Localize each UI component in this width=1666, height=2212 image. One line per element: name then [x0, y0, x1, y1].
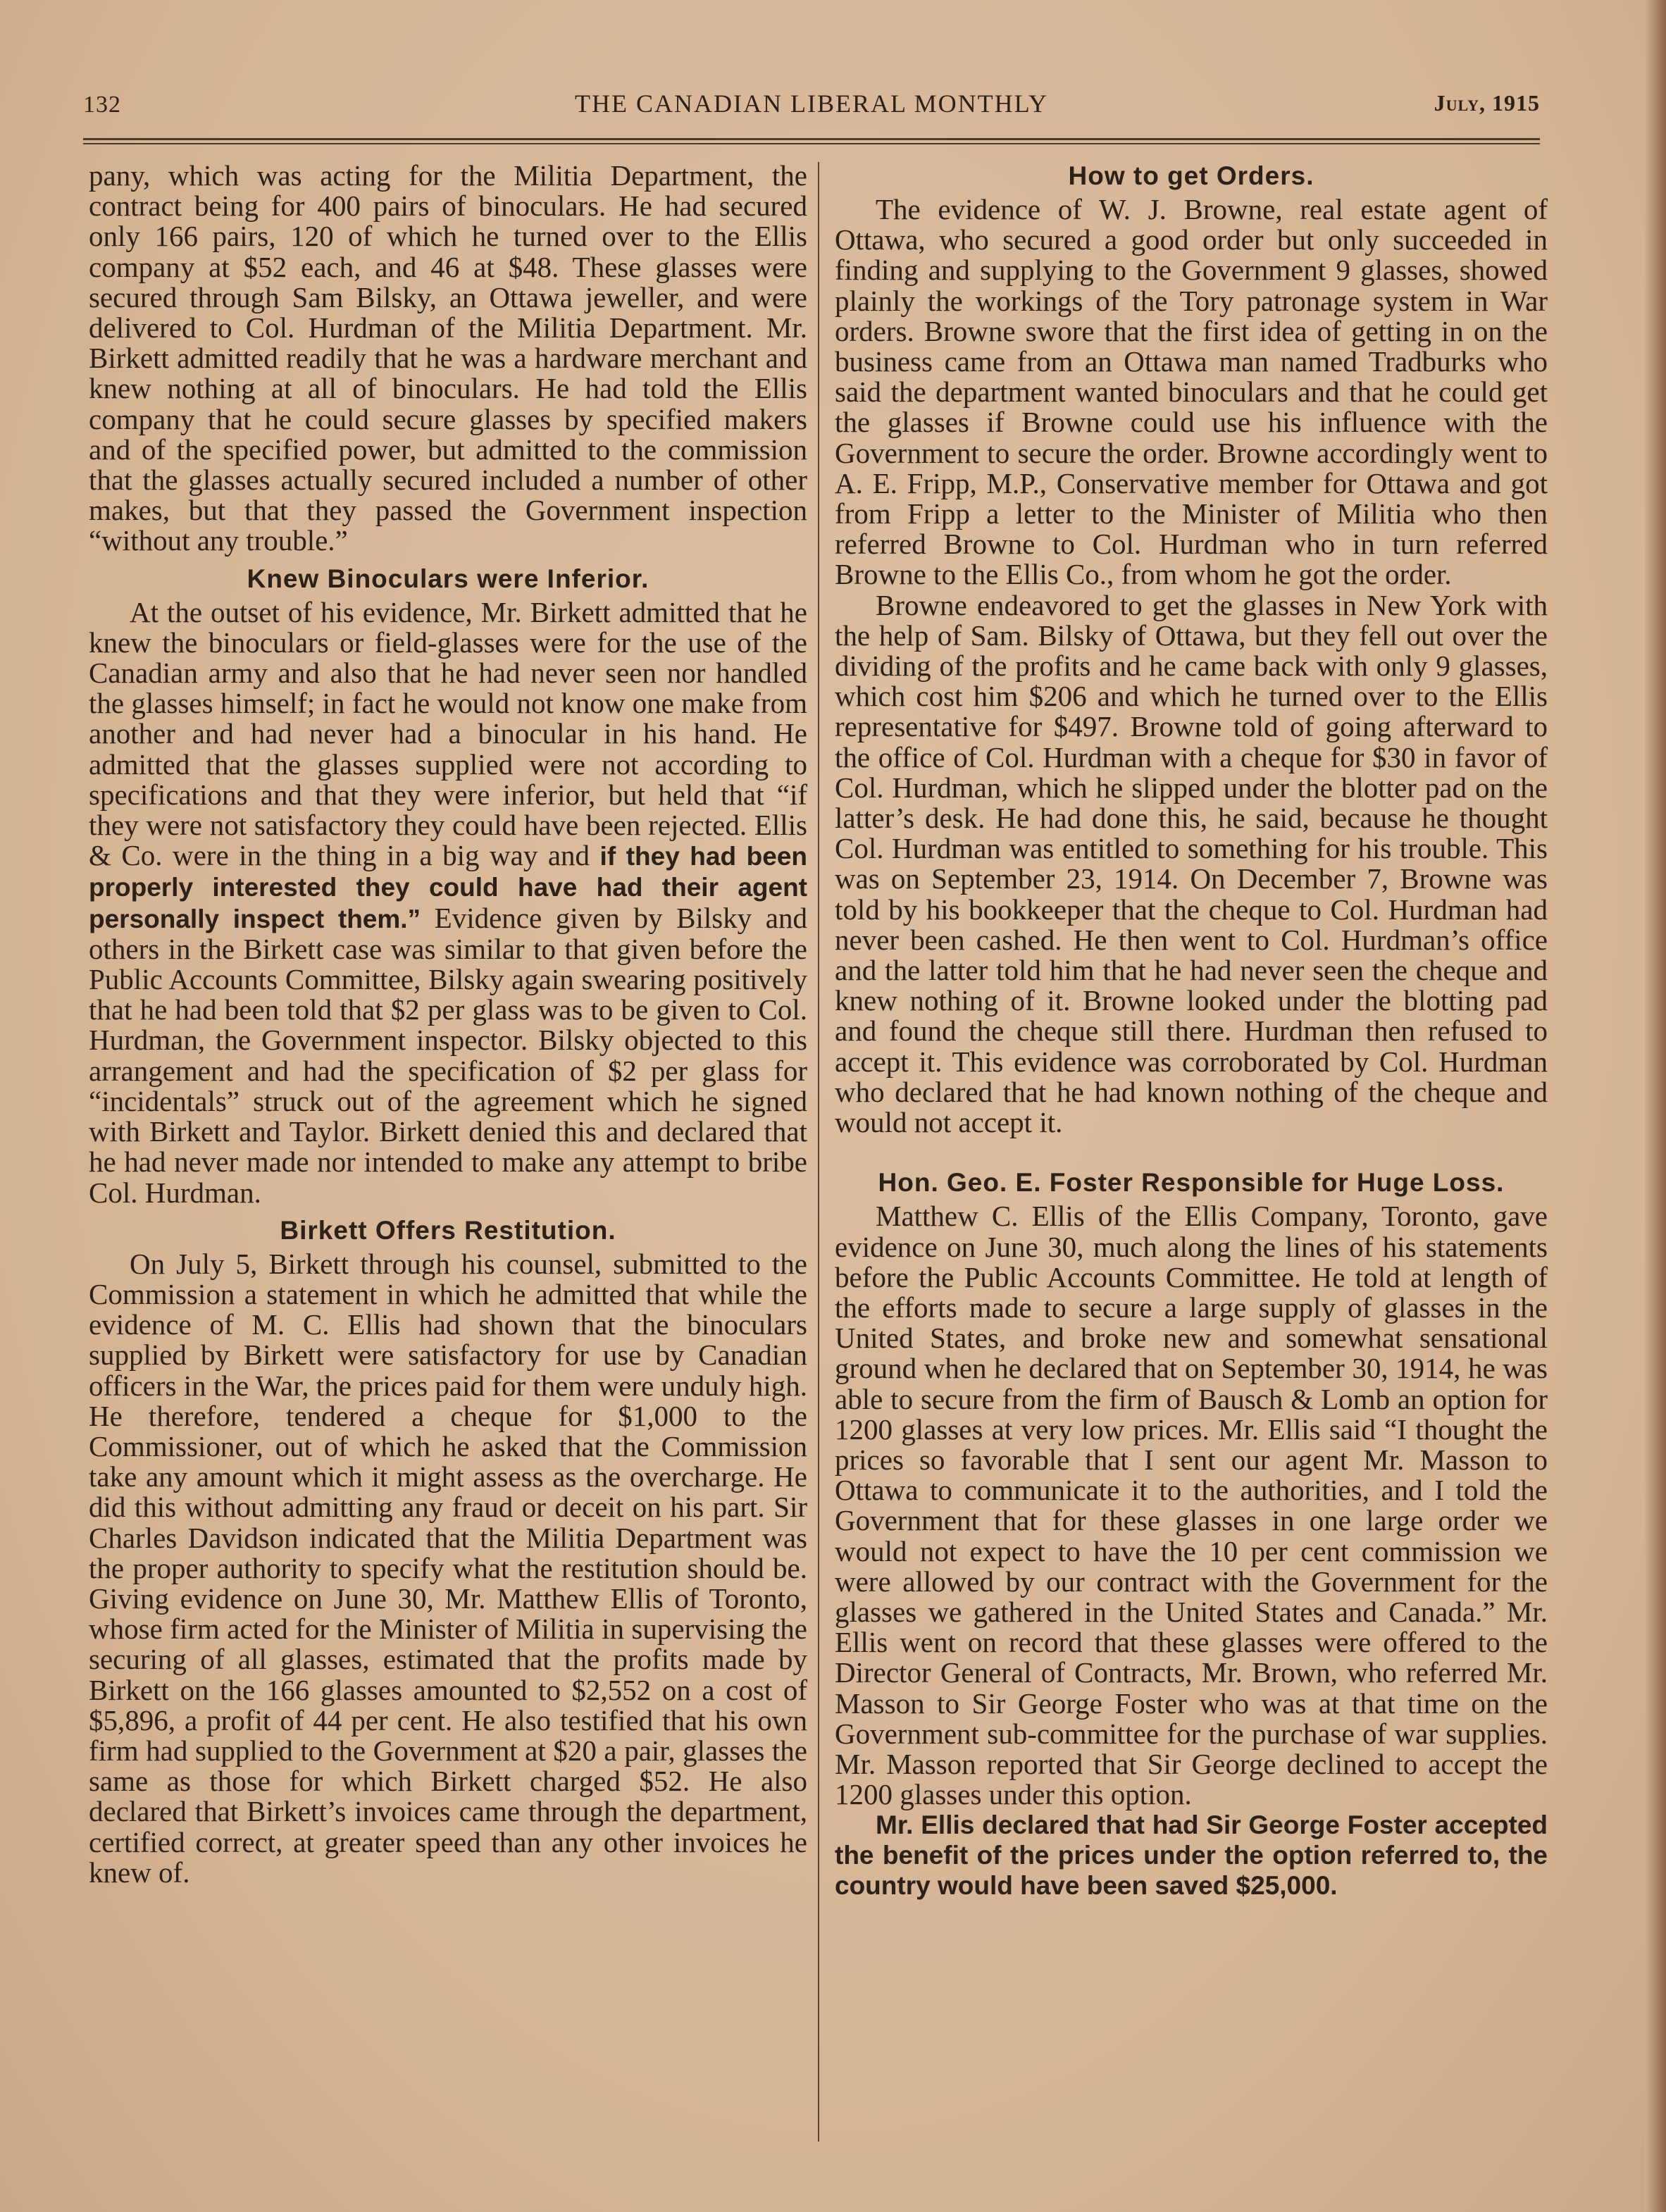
right-paragraph-1: The evidence of W. J. Browne, real estate agent of Ottawa, who secured a good order but only succeeded in finding and supplying to the Government 9 glasses, showed plainly the workings of the Tory patronage system in War orders. Browne swore that the first idea of getting in on the business came from an Ottawa man named Tradburks who said the department wanted binoculars and that he could get the glasses if Browne could use his influence with the Government to secure the order. Browne accordingly went to A. E. Fripp, M.P., Conservative member for Ottawa and got from Fripp a letter to the Minister of Militia who then referred Browne to Col. Hurdman who in turn referred Browne to the Ellis Co., from whom he got the order. [835, 193, 1548, 591]
page-number: 132 [83, 92, 121, 118]
section-heading-how-to-get-orders: How to get Orders. [1068, 161, 1314, 190]
left-paragraph-2-start: At the outset of his evidence, Mr. Birkett admitted that he knew the binoculars or field-glasses were for the use of the Canadian army and also that he had never seen nor handled the glasses himself; in fact he would not know one make from another and had never had a binocular in his hand. He admitted that the glasses supplied were not according to specifications and that they were inferior, but held that “if they were not satisfactory they could have been rejected. Ellis & Co. were in the thing in a big way and [89, 595, 807, 872]
left-paragraph-2 [89, 597, 807, 1208]
section-heading-knew-binoculars: Knew Binoculars were Inferior. [247, 564, 649, 593]
left-paragraph-3: On July 5, Birkett through his counsel, submitted to the Commission a statement in which he admitted that while the evidence of M. C. Ellis had shown that the binoculars supplied by Birkett were satisfactory for use by Canadian officers in the War, the prices paid for them were unduly high. He therefore, tendered a cheque for $1,000 to the Commissioner, out of which he asked that the Commission take any amount which it might assess as the overcharge. He did this without admitting any fraud or deceit on his part. Sir Charles Davidson indicated that the Militia Department was the proper authority to specify what the restitution should be. Giving evidence on June 30, Mr. Matthew Ellis of Toronto, whose firm acted for the Minister of Militia in supervising the securing of all glasses, estimated that the profits made by Birkett on the 166 glasses amounted to $2,552 on a cost of $5,896, a profit of 44 per cent. He also testified that his own firm had supplied to the Government at $20 a pair, glasses the same as those for which Birkett charged $52. He also declared that Birkett’s invoices came through the department, certified correct, at greater speed than any other invoices he knew of. [89, 1247, 807, 1889]
left-paragraph-2-emphasis: if they had been properly interested they could have had their agent personally inspect them.” [89, 842, 807, 933]
column-divider [818, 162, 819, 2142]
right-paragraph-3: Matthew C. Ellis of the Ellis Company, Toronto, gave evidence on June 30, much along the lines of his statements before the Public Accounts Committee. He told at length of the efforts made to secure a large supply of glasses in the United States, and broke new and somewhat sensational ground when he declared that on September 30, 1914, he was able to secure from the firm of Bausch & Lomb an option for 1200 glasses at very low prices. Mr. Ellis said “I thought the prices so favorable that I sent our agent Mr. Masson to Ottawa to communicate it to the authorities, and I told the Government that for these glasses in one large order we would not expect to have the 10 per cent commission we were allowed by our contract with the Government for the glasses we gathered in the United States and Canada.” Mr. Ellis went on record that these glasses were offered to the Director General of Contracts, Mr. Brown, who referred Mr. Masson to Sir George Foster who was at that time on the Government sub-committee for the purchase of war supplies. Mr. Masson reported that Sir George declined to accept the 1200 glasses under this option. [835, 1200, 1548, 1811]
section-heading-foster-responsible: Hon. Geo. E. Foster Responsible for Huge Loss. [878, 1168, 1505, 1198]
section-heading-birkett-restitution: Birkett Offers Restitution. [280, 1215, 616, 1245]
issue-date: July, 1915 [1434, 90, 1540, 116]
left-paragraph-2-end: Evidence given by Bilsky and others in the Birkett case was similar to that given before the Public Accounts Committee, Bilsky again swearing positively that he had been told that $2 per glass was to be given to Col. Hurdman, the Government inspector. Bilsky objected to this arrangement and had the specification of $2 per glass for “incidentals” struck out of the agreement which he signed with Birkett and Taylor. Birkett denied this and declared that he had never made nor intended to make any attempt to bribe Col. Hurdman. [89, 901, 807, 1209]
page-header [83, 83, 1540, 125]
header-rule [83, 138, 1540, 144]
right-paragraph-4-emphasis: Mr. Ellis declared that had Sir George Foster accepted the benefit of the prices under the option referred to, the country would have been saved $25,000. [835, 1810, 1548, 1901]
left-paragraph-1: pany, which was acting for the Militia Department, the contract being for 400 pairs of binoculars. He had secured only 166 pairs, 120 of which he turned over to the Ellis company at $52 each, and 46 at $48. These glasses were secured through Sam Bilsky, an Ottawa jeweller, and were delivered to Col. Hurdman of the Militia Department. Mr. Birkett admitted readily that he was a hardware merchant and knew nothing at all of binoculars. He had told the Ellis company that he could secure glasses by specified makers and of the specified power, but admitted to the commission that the glasses actually secured included a number of other makes, but that they passed the Government inspection “without any trouble.” [89, 159, 807, 557]
right-paragraph-2: Browne endeavored to get the glasses in New York with the help of Sam. Bilsky of Ottawa, but they fell out over the dividing of the profits and he came back with only 9 glasses, which cost him $206 and which he turned over to the Ellis representative for $497. Browne told of going afterward to the office of Col. Hurdman with a cheque for $30 in favor of Col. Hurdman, which he slipped under the blotter pad on the latter’s desk. He had done this, he said, because he thought Col. Hurdman was entitled to something for his trouble. This was on September 23, 1914. On December 7, Browne was told by his bookkeeper that the cheque to Col. Hurdman had never been cashed. He then went to Col. Hurdman’s office and the latter told him that he had never seen the cheque and knew nothing of it. Browne looked under the blotting pad and found the cheque still there. Hurdman then refused to accept it. This evidence was corroborated by Col. Hurdman who declared that he had known nothing of the cheque and would not accept it. [835, 588, 1548, 1139]
journal-title: THE CANADIAN LIBERAL MONTHLY [575, 89, 1048, 118]
page-edge-shadow [1645, 0, 1666, 2212]
left-column [89, 161, 807, 1888]
right-column [835, 161, 1548, 1901]
